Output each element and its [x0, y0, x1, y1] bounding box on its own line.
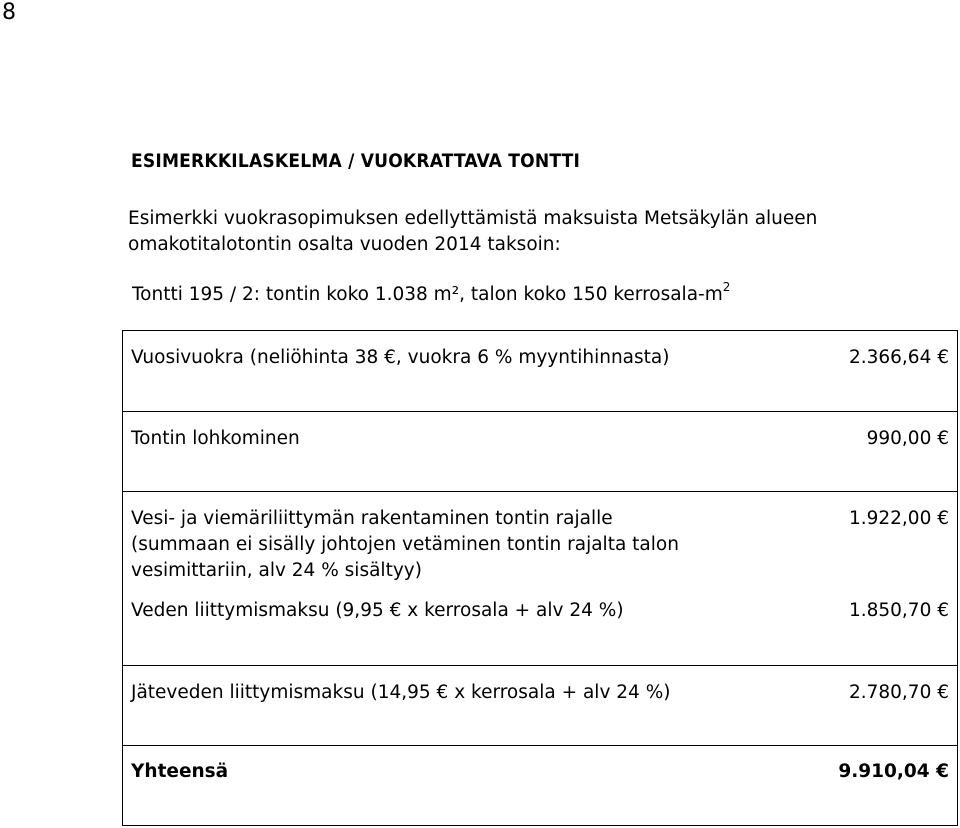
fee-description: Tontin lohkominen — [131, 428, 300, 449]
fee-row-water-sewer-connection — [123, 491, 957, 596]
fee-row-plot-division — [123, 411, 957, 492]
fee-row-wastewater-connection-fee — [123, 665, 957, 746]
intro-line-1: Esimerkki vuokrasopimuksen edellyttämistä maksuista Metsäkylän alueen — [128, 208, 818, 229]
fee-description-line: vesimittariin, alv 24 % sisältyy) — [131, 560, 422, 581]
fee-amount: 1.922,00 € — [848, 508, 949, 529]
fee-table — [122, 330, 958, 826]
fee-amount: 2.780,70 € — [848, 682, 949, 703]
intro-line-2: omakotitalotontin osalta vuoden 2014 taksoin: — [128, 234, 561, 255]
page-number: 8 — [2, 0, 16, 25]
fee-amount: 2.366,64 € — [848, 347, 949, 368]
fee-description: Veden liittymismaksu (9,95 € x kerrosala + alv 24 %) — [131, 600, 624, 621]
fee-row-annual-rent — [123, 331, 957, 411]
total-label: Yhteensä — [131, 761, 229, 782]
document-heading: ESIMERKKILASKELMA / VUOKRATTAVA TONTTI — [131, 150, 581, 172]
plot-size-text: Tontti 195 / 2: tontin koko 1.038 m², — [132, 284, 465, 306]
house-size-text: talon koko 150 kerrosala-m — [465, 284, 723, 306]
fee-description-line: (summaan ei sisälly johtojen vetäminen tontin rajalta talon — [131, 534, 679, 555]
fee-description-line: Vesi- ja viemäriliittymän rakentaminen tontin rajalle — [131, 508, 613, 529]
fee-description: Vuosivuokra (neliöhinta 38 €, vuokra 6 % myyntihinnasta) — [131, 347, 670, 368]
fee-row-total — [123, 745, 957, 828]
plot-info — [132, 282, 730, 305]
house-size-superscript: 2 — [722, 280, 731, 294]
fee-amount: 1.850,70 € — [848, 600, 949, 621]
intro-paragraph — [128, 206, 888, 258]
fee-amount: 990,00 € — [866, 428, 949, 449]
total-amount: 9.910,04 € — [838, 761, 949, 782]
fee-row-water-connection-fee — [123, 595, 957, 665]
fee-description: Jäteveden liittymismaksu (14,95 € x kerrosala + alv 24 %) — [131, 682, 671, 703]
